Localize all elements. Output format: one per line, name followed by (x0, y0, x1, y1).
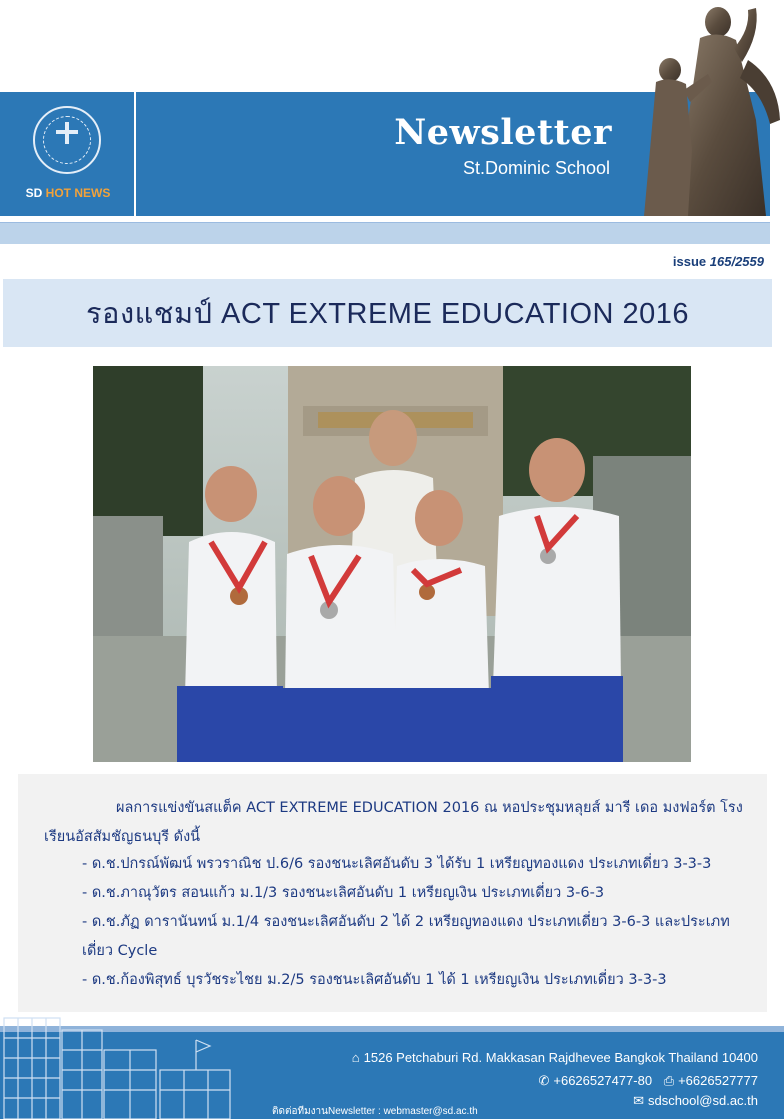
article-intro: ผลการแข่งขันสแต็ค ACT EXTREME EDUCATION 2016 ณ หอประชุมหลุยส์ มารี เดอ มงฟอร์ต โรงเรียนอัสสัมชัญธนบุรี ดังนี้ (44, 800, 743, 845)
footer-phones: ✆ +6626527477-80 ⎙ +6626527777 (538, 1073, 758, 1088)
home-icon: ⌂ (351, 1050, 360, 1065)
school-seal-icon (33, 106, 101, 174)
list-item: - ด.ช.ก้องพิสุทธ์ บุรวัชระไชย ม.2/5 รองชนะเลิศอันดับ 1 ได้ 1 เหรียญเงิน ประเภทเดี่ยว 3-3-3 (82, 972, 667, 988)
headline-title: รองแชมป์ ACT EXTREME EDUCATION 2016 (85, 298, 690, 330)
school-buildings-illustration (0, 1010, 290, 1119)
newsletter-title: Newsletter (394, 112, 612, 153)
statue-image (630, 0, 784, 216)
envelope-icon: ✉ (633, 1093, 644, 1108)
list-item: - ด.ช.ปกรณ์พัฒน์ พรวราณิช ป.6/6 รองชนะเลิศอันดับ 3 ได้รับ 1 เหรียญทองแดง ประเภทเดี่ยว 3-3-3 (82, 856, 712, 872)
issue-number: issue 165/2559 (672, 254, 764, 269)
header-strip (0, 222, 770, 244)
list-item: - ด.ช.ภัฏ ดารานันทน์ ม.1/4 รองชนะเลิศอันดับ 2 ได้ 2 เหรียญทองแดง ประเภทเดี่ยว 3-6-3 และประเภทเดี่ยว Cycle (82, 914, 730, 959)
phone-icon: ✆ (538, 1073, 550, 1088)
headline-band (3, 279, 772, 347)
award-list (82, 850, 754, 995)
hot-news-badge: SD HOT NEWS (25, 186, 111, 200)
header-badge-panel (0, 92, 136, 216)
article-body (18, 774, 767, 1012)
award-photo (93, 366, 691, 762)
list-item: - ด.ช.ภาณุวัตร สอนแก้ว ม.1/3 รองชนะเลิศอันดับ 1 เหรียญเงิน ประเภทเดี่ยว 3-6-3 (82, 885, 605, 901)
footer-email[interactable]: ✉ sdschool@sd.ac.th (633, 1093, 758, 1108)
footer-address: ⌂ 1526 Petchaburi Rd. Makkasan Rajdhevee Bangkok Thailand 10400 (351, 1050, 758, 1065)
fax-icon: ⎙ (663, 1073, 675, 1088)
newsletter-subtitle: St.Dominic School (462, 158, 610, 178)
footer-contact-note: ติดต่อทีมงานNewsletter : webmaster@sd.ac.th (272, 1106, 478, 1117)
